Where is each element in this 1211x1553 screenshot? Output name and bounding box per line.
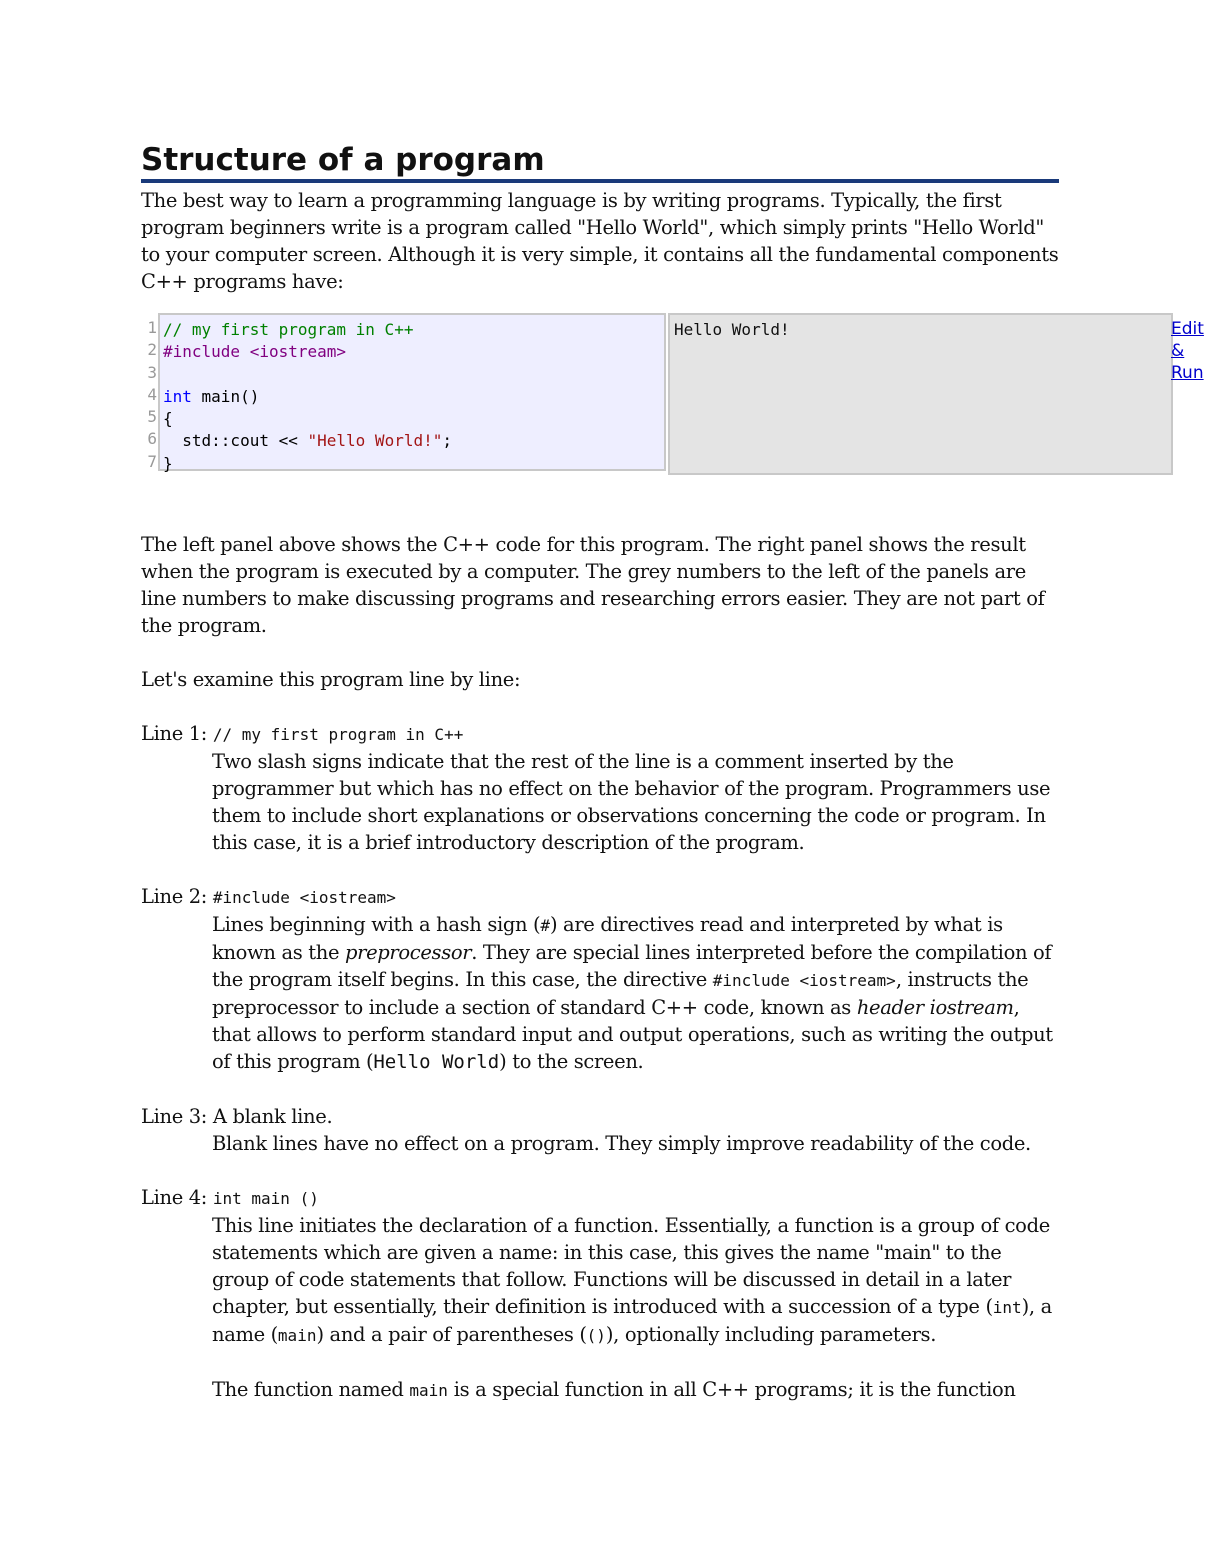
code-panel — [158, 313, 666, 471]
inline-code: #include <iostream> — [712, 971, 896, 990]
code-line: } — [163, 453, 173, 473]
line-number: 6 — [147, 429, 157, 449]
edit-run-link-text[interactable]: Edit — [1171, 319, 1204, 339]
line-code: // my first program in C++ — [212, 725, 464, 744]
code-line — [163, 430, 664, 452]
code-text: std::cout << — [163, 431, 308, 451]
line-number: 4 — [147, 384, 157, 404]
line-number: 5 — [147, 407, 157, 427]
code-line: #include <iostream> — [163, 342, 347, 362]
code-keyword: int — [163, 386, 192, 406]
code-text: ; — [442, 431, 452, 451]
inline-code: int — [992, 1298, 1022, 1317]
code-text: main() — [191, 386, 260, 406]
line4-explanation — [141, 1184, 1059, 1404]
emphasis: preprocessor — [344, 941, 472, 964]
line1-explanation — [141, 720, 1059, 856]
inline-code: main — [409, 1381, 448, 1400]
line-number: 3 — [147, 362, 157, 382]
line-description: Two slash signs indicate that the rest of the line is a comment inserted by the programmer but which has no effect on the behavior of the program. Programmers use them to include short explanations or observations concerning the code or program. In this case, it is a brief introductory description of the program. — [212, 750, 1051, 854]
line-description: This line initiates the declaration of a function. Essentially, a function is a group of code statements which are given a name: in this case, this gives the name "main" to the group of code statements that follow. Functions will be discussed in detail in a later chapter, but essentially, their definition is introduced with a succession of a type (int), a name (main) and a pair of parentheses (()), optionally including parameters. — [212, 1214, 1052, 1346]
emphasis: header iostream — [856, 996, 1014, 1019]
line-description: Lines beginning with a hash sign (#) are directives read and interpreted by what is known as the preprocessor. They are special lines interpreted before the compilation of the program itself begins. In this case, the directive #include <iostream>, instructs the preprocessor to include a section of standard C++ code, known as header iostream, that allows to perform standard input and output operations, such as writing the output of this program (Hello World) to the screen. — [212, 913, 1053, 1073]
line-code: int main () — [212, 1189, 319, 1208]
code-line: // my first program in C++ — [163, 320, 414, 339]
edit-run-link[interactable] — [1171, 318, 1211, 384]
line-label: Line 3: — [141, 1105, 208, 1128]
line3-explanation — [141, 1103, 1059, 1157]
inline-code: Hello World — [373, 1051, 500, 1073]
line-title: A blank line. — [212, 1105, 333, 1128]
page-title: Structure of a program — [141, 141, 1059, 183]
inline-code: () — [586, 1326, 606, 1345]
line-number: 7 — [147, 451, 157, 471]
line-description: The function named main is a special function in all C++ programs; it is the function — [212, 1378, 1016, 1401]
explanation-section — [141, 531, 1059, 1404]
line-label: Line 2: — [141, 885, 208, 908]
inline-code: # — [540, 916, 550, 935]
page-content — [141, 141, 1059, 295]
line-label: Line 1: — [141, 722, 208, 745]
line-number: 2 — [147, 340, 157, 360]
line-description: Blank lines have no effect on a program. They simply improve readability of the code. — [212, 1132, 1031, 1155]
line-numbers — [141, 317, 157, 473]
line-label: Line 4: — [141, 1186, 208, 1209]
explain-paragraph: The left panel above shows the C++ code for this program. The right panel shows the result when the program is executed by a computer. The grey numbers to the left of the panels are line numbers to make discussing programs and researching errors easier. They are not part of the program. — [141, 533, 1045, 637]
inline-code: main — [277, 1326, 317, 1345]
code-line — [163, 386, 664, 408]
line2-explanation — [141, 883, 1059, 1076]
code-example — [141, 313, 1171, 475]
line-number: 1 — [147, 318, 157, 337]
code-line — [163, 364, 664, 386]
intro-paragraph: The best way to learn a programming language is by writing programs. Typically, the first program beginners write is a program called "Hello World", which simply prints "Hello World" to your computer screen. Although it is very simple, it contains all the fundamental components C++ programs have: — [141, 189, 1059, 293]
output-panel: Hello World! — [668, 313, 1173, 475]
line-code: #include <iostream> — [212, 888, 396, 907]
code-line: { — [163, 409, 173, 429]
edit-run-link-text[interactable]: Run — [1171, 363, 1204, 383]
edit-run-link-text[interactable]: & — [1171, 341, 1185, 361]
code-string: "Hello World!" — [307, 431, 443, 451]
examine-paragraph: Let's examine this program line by line: — [141, 668, 521, 691]
